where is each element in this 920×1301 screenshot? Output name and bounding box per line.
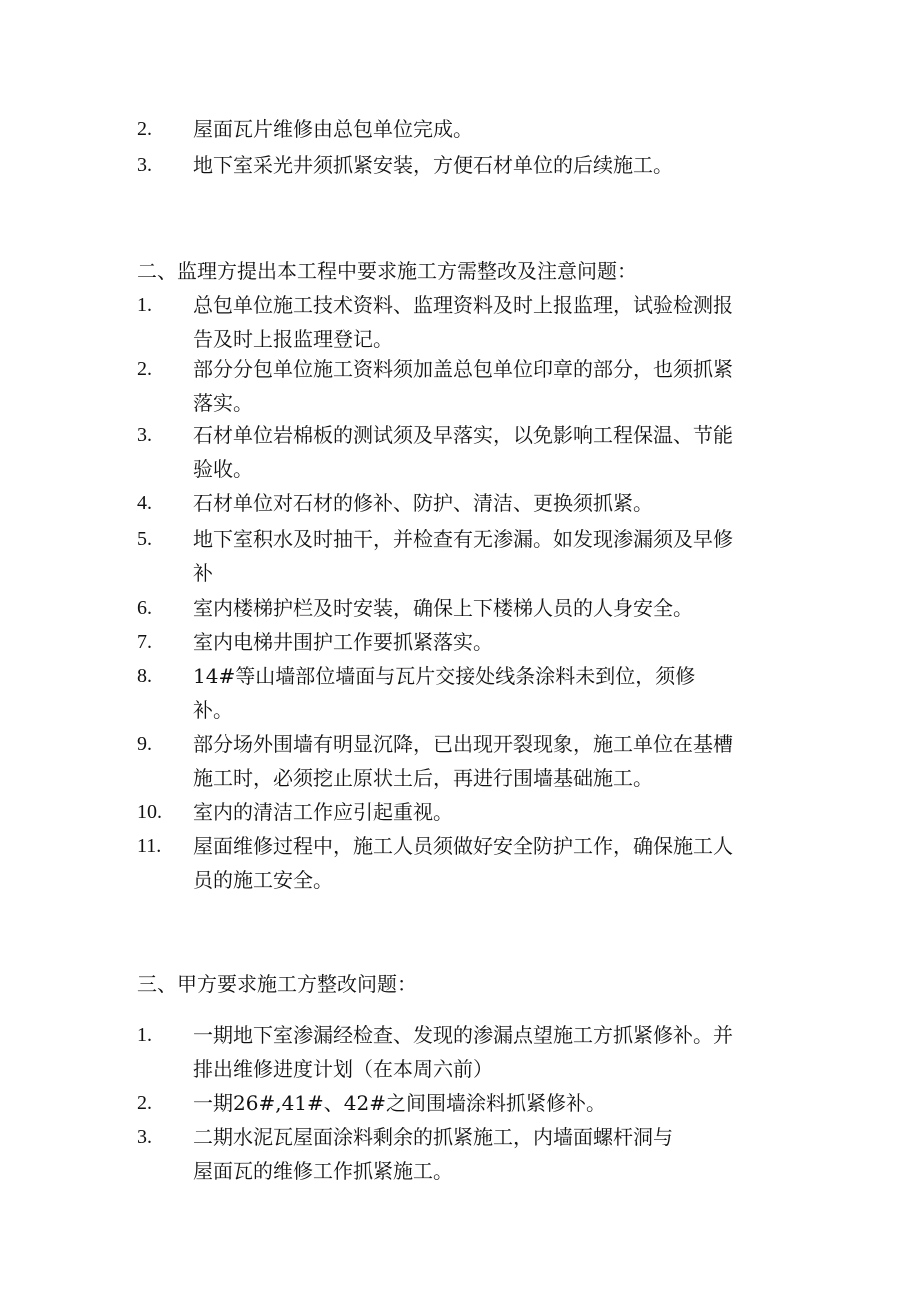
item-text: 部分分包单位施工资料须加盖总包单位印章的部分，也须抓紧 落实。 <box>193 357 733 415</box>
item-number: 1. <box>137 1024 152 1046</box>
item-text: 总包单位施工技术资料、监理资料及时上报监理，试验检测报 告及时上报监理登记。 <box>193 293 733 351</box>
item-number: 11. <box>137 835 162 857</box>
item-number: 6. <box>137 597 152 619</box>
item-text: 一期26#,41#、42#之间围墙涂料抓紧修补。 <box>193 1091 606 1115</box>
item-number: 3. <box>137 154 152 176</box>
item-text: 地下室采光井须抓紧安装，方便石材单位的后续施工。 <box>193 153 673 177</box>
item-number: 3. <box>137 424 152 446</box>
item-text: 室内电梯井围护工作要抓紧落实。 <box>193 630 493 654</box>
item-number: 3. <box>137 1126 152 1148</box>
item-text: 14#等山墙部位墙面与瓦片交接处线条涂料未到位，须修 补。 <box>193 664 696 722</box>
item-text: 一期地下室渗漏经检查、发现的渗漏点望施工方抓紧修补。并 排出维修进度计划（在本周六前） <box>193 1023 733 1081</box>
item-text: 石材单位对石材的修补、防护、清洁、更换须抓紧。 <box>193 491 653 515</box>
item-number: 4. <box>137 492 152 514</box>
item-text: 石材单位岩棉板的测试须及早落实，以免影响工程保温、节能 验收。 <box>193 423 733 481</box>
item-text: 二期水泥瓦屋面涂料剩余的抓紧施工，内墙面螺杆洞与 屋面瓦的维修工作抓紧施工。 <box>193 1125 673 1183</box>
item-text: 室内楼梯护栏及时安装，确保上下楼梯人员的人身安全。 <box>193 596 693 620</box>
item-number: 2. <box>137 1092 152 1114</box>
item-number: 1. <box>137 294 152 316</box>
item-number: 9. <box>137 733 152 755</box>
item-number: 5. <box>137 528 152 550</box>
item-text: 部分场外围墙有明显沉降，已出现开裂现象，施工单位在基槽 施工时，必须挖止原状土后，再进行围墙基础施工。 <box>193 732 733 790</box>
section-heading: 二、监理方提出本工程中要求施工方需整改及注意问题： <box>137 259 637 283</box>
section-heading: 三、甲方要求施工方整改问题： <box>137 972 417 996</box>
item-number: 7. <box>137 631 152 653</box>
item-text: 屋面维修过程中，施工人员须做好安全防护工作，确保施工人 员的施工安全。 <box>193 834 733 892</box>
item-number: 2. <box>137 358 152 380</box>
item-text: 屋面瓦片维修由总包单位完成。 <box>193 117 473 141</box>
item-number: 2. <box>137 118 152 140</box>
item-number: 8. <box>137 665 152 687</box>
item-text: 室内的清洁工作应引起重视。 <box>193 800 453 824</box>
item-text: 地下室积水及时抽干，并检查有无渗漏。如发现渗漏须及早修 补 <box>193 527 733 585</box>
item-number: 10. <box>137 801 162 823</box>
